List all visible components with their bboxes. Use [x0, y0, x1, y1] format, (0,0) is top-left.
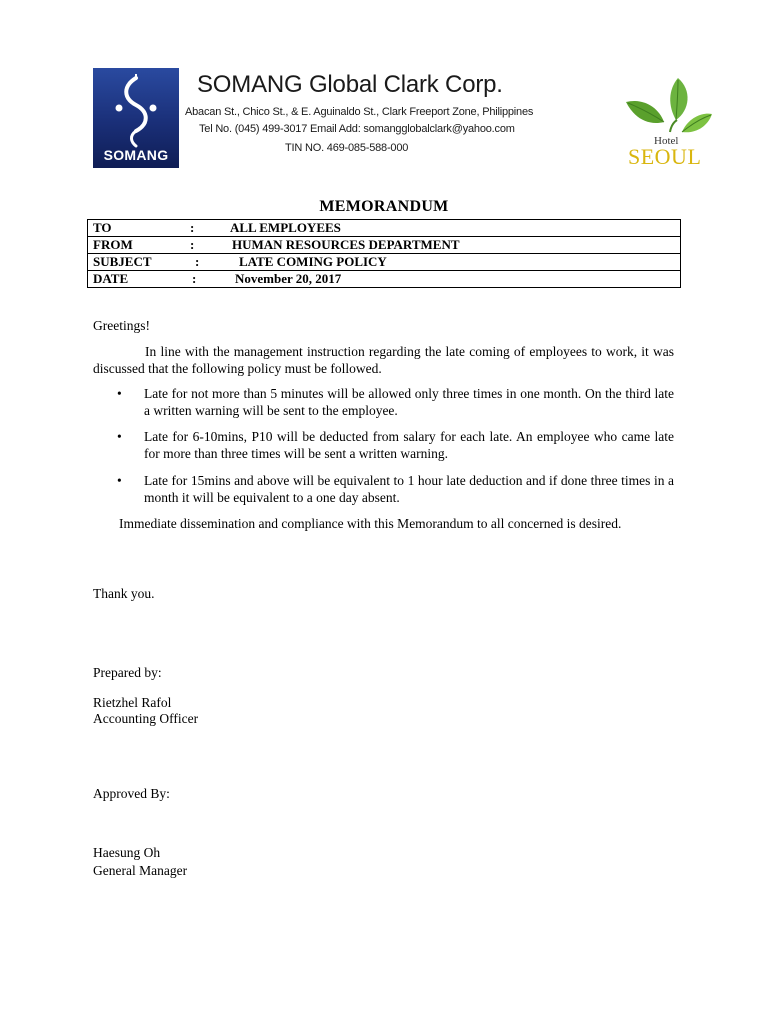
company-address: Abacan St., Chico St., & E. Aguinaldo St., Clark Freeport Zone, Philippines	[185, 106, 534, 118]
hotel-label: Hotel	[654, 135, 679, 147]
bullet-marker: •	[117, 429, 122, 444]
greeting: Greetings!	[93, 318, 150, 333]
field-value-to: ALL EMPLOYEES	[230, 220, 341, 235]
memo-header-table	[87, 219, 681, 288]
preparer-title: Accounting Officer	[93, 711, 199, 726]
memo-row-date	[88, 271, 681, 288]
approved-by-label: Approved By:	[93, 786, 170, 801]
preparer-name: Rietzhel Rafol	[93, 695, 172, 710]
prepared-by-label: Prepared by:	[93, 665, 162, 680]
memo-title: MEMORANDUM	[319, 198, 449, 215]
field-value-date: November 20, 2017	[235, 271, 342, 286]
field-label: DATE	[93, 271, 129, 286]
memo-row-from	[88, 237, 681, 254]
field-colon: :	[192, 271, 197, 286]
approver-name: Haesung Oh	[93, 845, 161, 860]
intro-paragraph: In line with the management instruction regarding the late coming of employees to work, it was discussed that the following policy must be followed.	[93, 344, 674, 376]
bullet-marker: •	[117, 473, 122, 488]
hotel-name: SEOUL	[628, 144, 702, 169]
memo-row-to	[88, 220, 681, 237]
company-name: SOMANG Global Clark Corp.	[197, 71, 503, 98]
field-colon: :	[195, 254, 200, 269]
field-value-from: HUMAN RESOURCES DEPARTMENT	[232, 237, 460, 252]
field-colon: :	[190, 220, 195, 235]
company-tin: TIN NO. 469-085-588-000	[285, 142, 409, 154]
approver-title: General Manager	[93, 863, 188, 878]
logo-text: SOMANG	[103, 147, 169, 163]
field-label: FROM	[93, 237, 133, 252]
closing-paragraph: Immediate dissemination and compliance with this Memorandum to all concerned is desired.	[119, 516, 622, 531]
field-value-subject: LATE COMING POLICY	[239, 254, 387, 269]
bullet-marker: •	[117, 386, 122, 401]
memo-row-subject	[88, 254, 681, 271]
field-colon: :	[190, 237, 195, 252]
thank-you: Thank you.	[93, 586, 155, 601]
policy-bullet-3: Late for 15mins and above will be equivalent to 1 hour late deduction and if done three times in a month it will be equivalent to a one day absent.	[144, 473, 674, 505]
field-label: TO	[93, 220, 112, 235]
policy-bullet-1: Late for not more than 5 minutes will be allowed only three times in one month. On the third late a written warning will be sent to the employee.	[144, 386, 674, 418]
policy-bullet-2: Late for 6-10mins, P10 will be deducted from salary for each late. An employee who came late for more than three times will be sent a written warning.	[144, 429, 674, 461]
field-label: SUBJECT	[93, 254, 152, 269]
company-contact: Tel No. (045) 499-3017 Email Add: somangglobalclark@yahoo.com	[199, 123, 515, 135]
company-logo	[93, 68, 179, 168]
